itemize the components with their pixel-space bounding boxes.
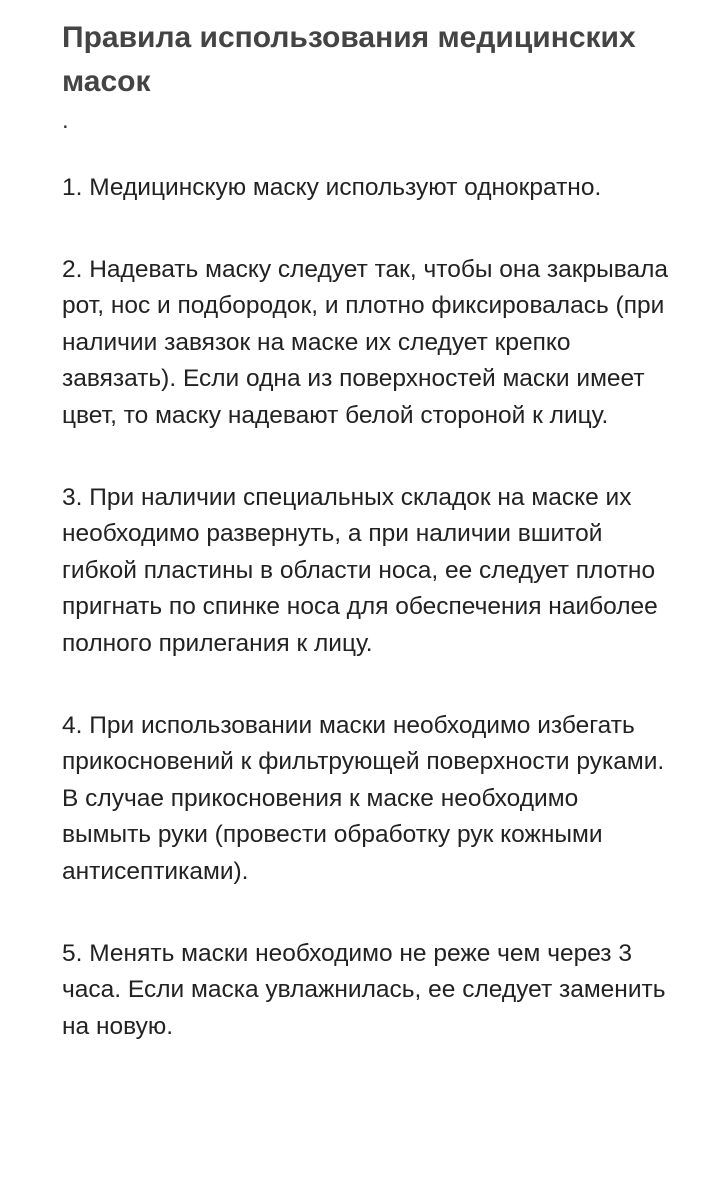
title-separator: .	[62, 107, 69, 134]
rule-item-5: 5. Менять маски необходимо не реже чем через 3 часа. Если маска увлажнилась, ее следует заменить на новую.	[62, 939, 666, 1040]
rule-item-1: 1. Медицинскую маску используют однократно.	[62, 174, 602, 201]
rules-list	[62, 170, 672, 1090]
rule-item-2: 2. Надевать маску следует так, чтобы она закрывала рот, нос и подбородок, и плотно фиксировалась (при наличии завязок на маске их следует крепко завязать). Если одна из поверхностей маски имеет цвет, то маску надевают белой стороной к лицу.	[62, 255, 668, 429]
rule-item-3: 3. При наличии специальных складок на маске их необходимо развернуть, а при наличии вшитой гибкой пластины в области носа, ее следует плотно пригнать по спинке носа для обеспечения наиболее полного прилегания к лицу.	[62, 483, 658, 657]
page-title: Правила использования медицинских масок	[62, 21, 636, 98]
rule-item-4: 4. При использовании маски необходимо избегать прикосновений к фильтрующей поверхности руками. В случае прикосновения к маске необходимо вымыть руки (провести обработку рук кожными антисептиками).	[62, 711, 665, 885]
